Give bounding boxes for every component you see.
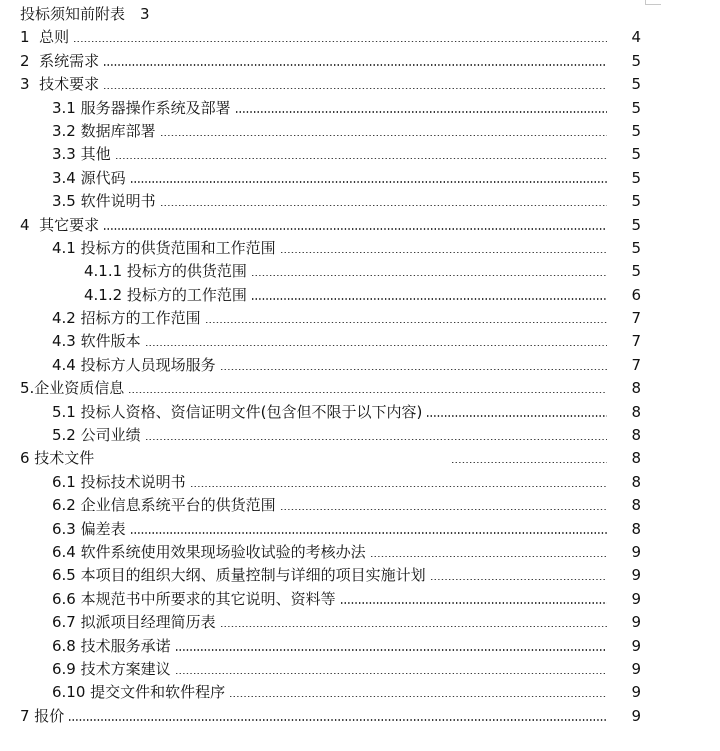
- toc-entry-title: 6.5 本项目的组织大纲、质量控制与详细的项目实施计划: [52, 566, 426, 585]
- toc-entry-5-2[interactable]: [20, 424, 641, 447]
- toc-entry-page: 7: [631, 332, 641, 351]
- toc-entry-page: 8: [631, 472, 641, 491]
- dot-leader: [176, 673, 607, 674]
- toc-entry-page: 8: [631, 519, 641, 538]
- toc-entry-5[interactable]: [20, 377, 641, 400]
- toc-entry-title: 投标须知前附表: [20, 5, 126, 23]
- dot-leader: [74, 41, 607, 42]
- toc-entry-page: 5: [631, 75, 641, 94]
- toc-entry-title: 3.5 软件说明书: [52, 192, 156, 211]
- toc-entry-6-9[interactable]: [20, 658, 641, 681]
- toc-entry-page: 5: [631, 192, 641, 211]
- toc-entry-4-4[interactable]: [20, 354, 641, 377]
- toc-entry-title: 3 技术要求: [20, 75, 100, 94]
- dot-leader: [281, 509, 607, 510]
- dot-leader: [131, 181, 607, 182]
- toc-entry-title: 4.2 招标方的工作范围: [52, 309, 201, 328]
- toc-entry-6-2[interactable]: [20, 494, 641, 517]
- toc-entry-page: 7: [631, 309, 641, 328]
- toc-entry-title: 6.1 投标技术说明书: [52, 472, 186, 491]
- dot-leader: [230, 696, 607, 697]
- dot-leader: [341, 602, 607, 603]
- toc-entry-6[interactable]: [20, 447, 641, 470]
- toc-entry-title: 6.3 偏差表: [52, 519, 126, 538]
- toc-entry-title: 4.1.2 投标方的工作范围: [84, 285, 247, 304]
- toc-entry-title: 5.2 公司业绩: [52, 426, 141, 445]
- toc-entry-title: 5.企业资质信息: [20, 379, 125, 398]
- toc-entry-page: 9: [631, 706, 641, 725]
- toc-entry-page: 5: [631, 98, 641, 117]
- toc-entry-page: 5: [631, 262, 641, 281]
- toc-entry-title: 6.2 企业信息系统平台的供货范围: [52, 496, 276, 515]
- toc-entry-6-1[interactable]: [20, 471, 641, 494]
- toc-entry-title: 6.9 技术方案建议: [52, 659, 171, 678]
- toc-entry-3-1[interactable]: [20, 97, 641, 120]
- toc-entry-3[interactable]: [20, 73, 641, 96]
- toc-entry-title: 3.4 源代码: [52, 168, 126, 187]
- toc-entry-page: 5: [631, 168, 641, 187]
- toc-entry-title: 3.2 数据库部署: [52, 121, 156, 140]
- dot-leader: [69, 719, 607, 720]
- toc-entry-page: 5: [631, 121, 641, 140]
- toc-entry-page: 9: [631, 636, 641, 655]
- table-of-contents: [20, 3, 641, 728]
- toc-entry-4-3[interactable]: [20, 330, 641, 353]
- dot-leader: [129, 392, 607, 393]
- toc-entry-page: 8: [631, 449, 641, 468]
- dot-leader: [104, 64, 607, 65]
- dot-leader: [221, 369, 607, 370]
- dot-leader: [427, 415, 607, 416]
- toc-entry-6-10[interactable]: [20, 681, 641, 704]
- toc-entry-title: 4.1.1 投标方的供货范围: [84, 262, 247, 281]
- toc-entry-title: 6 技术文件: [20, 449, 95, 468]
- toc-entry-title: 4 其它要求: [20, 215, 100, 234]
- toc-entry-2[interactable]: [20, 50, 641, 73]
- toc-entry-title: 3.3 其他: [52, 145, 111, 164]
- dot-leader: [236, 111, 607, 112]
- toc-entry-title: 6.10 提交文件和软件程序: [52, 683, 226, 702]
- dot-leader: [146, 439, 607, 440]
- text-boundary-corner-mark: [645, 0, 661, 5]
- toc-entry-7[interactable]: [20, 705, 641, 728]
- toc-entry-page: 5: [631, 145, 641, 164]
- toc-entry-6-6[interactable]: [20, 588, 641, 611]
- toc-entry-4-1-2[interactable]: [20, 284, 641, 307]
- toc-entry-page: 9: [631, 566, 641, 585]
- toc-entry-page: 5: [631, 238, 641, 257]
- toc-entry-page: 9: [631, 613, 641, 632]
- toc-entry-title: 1 总则: [20, 28, 70, 47]
- toc-entry-4[interactable]: [20, 214, 641, 237]
- toc-entry-page: 7: [631, 355, 641, 374]
- toc-entry-page: 8: [631, 402, 641, 421]
- toc-entry-page: 5: [631, 215, 641, 234]
- toc-entry-page: 6: [631, 285, 641, 304]
- toc-entry-page: 8: [631, 379, 641, 398]
- toc-entry-1[interactable]: [20, 26, 641, 49]
- toc-entry-3-4[interactable]: [20, 167, 641, 190]
- toc-entry-page: 5: [631, 51, 641, 70]
- dot-leader: [252, 298, 607, 299]
- toc-entry-3-3[interactable]: [20, 143, 641, 166]
- toc-entry-title: 4.4 投标方人员现场服务: [52, 355, 216, 374]
- toc-entry-title: 6.4 软件系统使用效果现场验收试验的考核办法: [52, 542, 366, 561]
- dot-leader: [281, 252, 607, 253]
- toc-entry-page: 9: [631, 542, 641, 561]
- dot-leader: [191, 486, 607, 487]
- toc-entry-page: 9: [631, 659, 641, 678]
- toc-entry-6-8[interactable]: [20, 635, 641, 658]
- dot-leader: [206, 322, 607, 323]
- toc-entry-page: 8: [631, 426, 641, 445]
- toc-entry-intro[interactable]: [20, 3, 641, 26]
- toc-entry-6-7[interactable]: [20, 611, 641, 634]
- toc-entry-title: 4.1 投标方的供货范围和工作范围: [52, 238, 276, 257]
- toc-entry-4-1-1[interactable]: [20, 260, 641, 283]
- toc-entry-title: 3.1 服务器操作系统及部署: [52, 98, 231, 117]
- toc-entry-title: 2 系统需求: [20, 51, 100, 70]
- toc-entry-6-4[interactable]: [20, 541, 641, 564]
- toc-entry-title: 6.8 技术服务承诺: [52, 636, 171, 655]
- toc-entry-page: 9: [631, 589, 641, 608]
- dot-leader: [104, 88, 607, 89]
- dot-leader: [104, 228, 607, 229]
- toc-entry-4-2[interactable]: [20, 307, 641, 330]
- dot-leader: [221, 626, 607, 627]
- dot-leader: [146, 345, 607, 346]
- dot-leader: [161, 205, 607, 206]
- toc-entry-title: 6.6 本规范书中所要求的其它说明、资料等: [52, 589, 336, 608]
- dot-leader: [252, 275, 607, 276]
- toc-entry-page: 3: [140, 5, 150, 23]
- toc-entry-title: 5.1 投标人资格、资信证明文件(包含但不限于以下内容): [52, 402, 423, 421]
- toc-entry-6-3[interactable]: [20, 518, 641, 541]
- dot-leader: [371, 556, 607, 557]
- toc-entry-page: 4: [631, 28, 641, 47]
- toc-entry-6-5[interactable]: [20, 564, 641, 587]
- toc-entry-title: 4.3 软件版本: [52, 332, 141, 351]
- toc-entry-page: 9: [631, 683, 641, 702]
- toc-entry-3-5[interactable]: [20, 190, 641, 213]
- dot-leader: [116, 158, 607, 159]
- toc-entry-5-1[interactable]: [20, 401, 641, 424]
- toc-entry-4-1[interactable]: [20, 237, 641, 260]
- dot-leader: [161, 135, 607, 136]
- dot-leader: [452, 462, 607, 463]
- dot-leader: [176, 649, 607, 650]
- dot-leader: [431, 579, 607, 580]
- toc-entry-title: 6.7 拟派项目经理简历表: [52, 613, 216, 632]
- toc-entry-page: 8: [631, 496, 641, 515]
- dot-leader: [131, 532, 607, 533]
- toc-entry-3-2[interactable]: [20, 120, 641, 143]
- toc-entry-title: 7 报价: [20, 706, 65, 725]
